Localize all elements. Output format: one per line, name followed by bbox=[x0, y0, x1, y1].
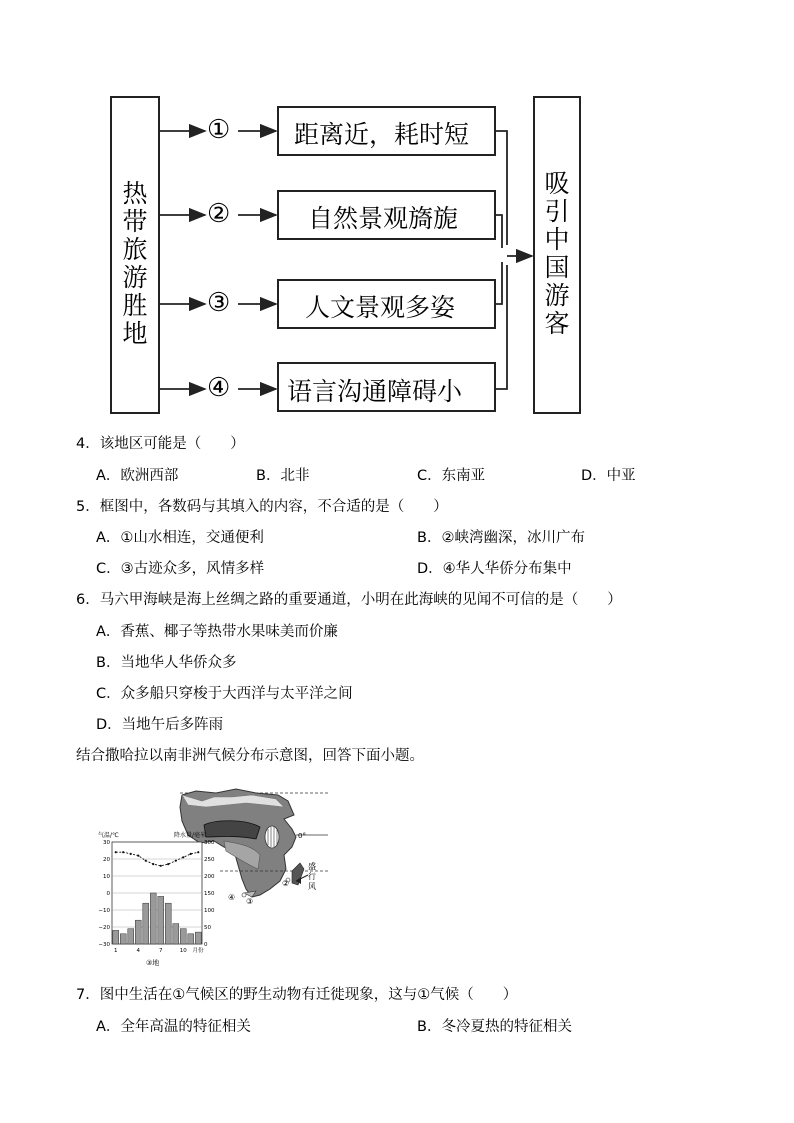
content-box-2-text: 自然景观旖旎 bbox=[308, 204, 459, 233]
precip-bar bbox=[135, 920, 141, 944]
precip-tick-label: 0 bbox=[204, 942, 208, 948]
wind-label-1: 盛 bbox=[308, 862, 316, 871]
q4-option-c[interactable]: C．东南亚 bbox=[417, 468, 486, 484]
temp-ticks bbox=[98, 840, 110, 948]
temperature-point bbox=[130, 853, 132, 855]
right-label: 吸引中国游客 bbox=[544, 169, 570, 338]
precip-bar bbox=[128, 929, 134, 944]
map-label-2: ② bbox=[282, 879, 290, 888]
temp-tick-label: 30 bbox=[103, 840, 110, 846]
climograph bbox=[98, 831, 215, 967]
temperature-point bbox=[190, 853, 192, 855]
content-box-3-text: 人文景观多姿 bbox=[305, 293, 456, 322]
q5-option-a[interactable]: A．①山水相连，交通便利 bbox=[96, 530, 264, 546]
temperature-point bbox=[175, 860, 177, 862]
q5-option-c[interactable]: C．③古迹众多，风情多样 bbox=[96, 561, 265, 577]
temperature-point bbox=[122, 851, 124, 853]
marker-1: ① bbox=[207, 115, 231, 145]
marker-4: ④ bbox=[207, 373, 231, 403]
q6-option-a[interactable]: A．香蕉、椰子等热带水果味美而价廉 bbox=[96, 624, 338, 640]
temp-axis-label: 气温/℃ bbox=[98, 832, 119, 839]
q4-option-a[interactable]: A．欧洲西部 bbox=[96, 468, 179, 484]
precip-bar bbox=[143, 903, 149, 944]
content-box-1-text: 距离近，耗时短 bbox=[294, 120, 470, 149]
month-tick-label: 7 bbox=[159, 948, 163, 954]
climate-figure-svg bbox=[96, 785, 336, 970]
month-tick-label: 月份 bbox=[192, 948, 204, 954]
month-tick-label: 1 bbox=[114, 948, 118, 954]
precip-tick-label: 300 bbox=[204, 840, 215, 846]
temperature-point bbox=[160, 865, 162, 867]
climograph-caption: ③地 bbox=[146, 959, 160, 967]
temperature-point bbox=[152, 863, 154, 865]
temperature-point bbox=[182, 856, 184, 858]
q5-option-d[interactable]: D．④华人华侨分布集中 bbox=[417, 561, 572, 577]
q6-option-b[interactable]: B．当地华人华侨众多 bbox=[96, 655, 237, 671]
precip-bar bbox=[120, 934, 126, 944]
temperature-point bbox=[167, 863, 169, 865]
temp-tick-label: −10 bbox=[98, 908, 110, 914]
precip-bar bbox=[150, 893, 156, 944]
q7-option-a[interactable]: A．全年高温的特征相关 bbox=[96, 1019, 251, 1035]
month-tick-label: 4 bbox=[136, 948, 140, 954]
temp-tick-label: −30 bbox=[98, 942, 110, 948]
tourism-flow-diagram bbox=[0, 0, 794, 430]
intro-text: 结合撒哈拉以南非洲气候分布示意图，回答下面小题。 bbox=[76, 748, 424, 764]
equator-label: 0° bbox=[298, 832, 306, 840]
q6-stem: 6．马六甲海峡是海上丝绸之路的重要通道，小明在此海峡的见闻不可信的是（ ） bbox=[76, 592, 622, 608]
q7-option-b[interactable]: B．冬冷夏热的特征相关 bbox=[417, 1019, 572, 1035]
precip-tick-label: 100 bbox=[204, 908, 215, 914]
temperature-point bbox=[137, 855, 139, 857]
precip-bar bbox=[173, 924, 179, 944]
climate-figure bbox=[96, 785, 336, 970]
precip-tick-label: 50 bbox=[204, 925, 211, 931]
precip-bar bbox=[113, 930, 119, 944]
marker-3: ③ bbox=[207, 288, 231, 318]
map-label-4: ④ bbox=[228, 893, 236, 902]
q5-stem: 5．框图中，各数码与其填入的内容，不合适的是（ ） bbox=[76, 499, 448, 515]
precip-axis-label: 降水量/毫米 bbox=[174, 832, 207, 839]
q5-option-b[interactable]: B．②峡湾幽深，冰川广布 bbox=[417, 530, 585, 546]
precip-bar bbox=[188, 934, 194, 944]
map-label-3: ③ bbox=[246, 897, 254, 906]
temp-tick-label: 0 bbox=[106, 891, 110, 897]
q4-stem: 4．该地区可能是（ ） bbox=[76, 436, 245, 452]
precip-bar bbox=[195, 932, 201, 944]
q6-option-d[interactable]: D．当地午后多阵雨 bbox=[96, 717, 224, 733]
left-label: 热带旅游胜地 bbox=[122, 179, 148, 348]
temp-tick-label: 20 bbox=[103, 857, 110, 863]
precip-bar bbox=[165, 903, 171, 944]
month-tick-label: 10 bbox=[179, 948, 187, 954]
temperature-point bbox=[145, 860, 147, 862]
precip-tick-label: 250 bbox=[204, 857, 215, 863]
precip-tick-label: 150 bbox=[204, 891, 215, 897]
temp-tick-label: 10 bbox=[103, 874, 110, 880]
q7-stem: 7．图中生活在①气候区的野生动物有迁徙现象，这与①气候（ ） bbox=[76, 987, 518, 1003]
precip-bar bbox=[158, 896, 164, 944]
precip-ticks bbox=[204, 840, 215, 948]
temperature-point bbox=[197, 851, 199, 853]
q4-option-d[interactable]: D．中亚 bbox=[581, 468, 636, 484]
q6-option-c[interactable]: C．众多船只穿梭于大西洋与太平洋之间 bbox=[96, 686, 353, 702]
precip-bar bbox=[180, 929, 186, 944]
month-ticks bbox=[114, 946, 204, 954]
precip-tick-label: 200 bbox=[204, 874, 215, 880]
marker-2: ② bbox=[207, 199, 231, 229]
temp-tick-label: −20 bbox=[98, 925, 110, 931]
wind-label-3: 风 bbox=[308, 882, 316, 891]
wind-label-2: 行 bbox=[308, 872, 316, 881]
content-box-4-text: 语言沟通障碍小 bbox=[287, 377, 463, 406]
q4-option-b[interactable]: B．北非 bbox=[256, 468, 310, 484]
temperature-point bbox=[115, 851, 117, 853]
